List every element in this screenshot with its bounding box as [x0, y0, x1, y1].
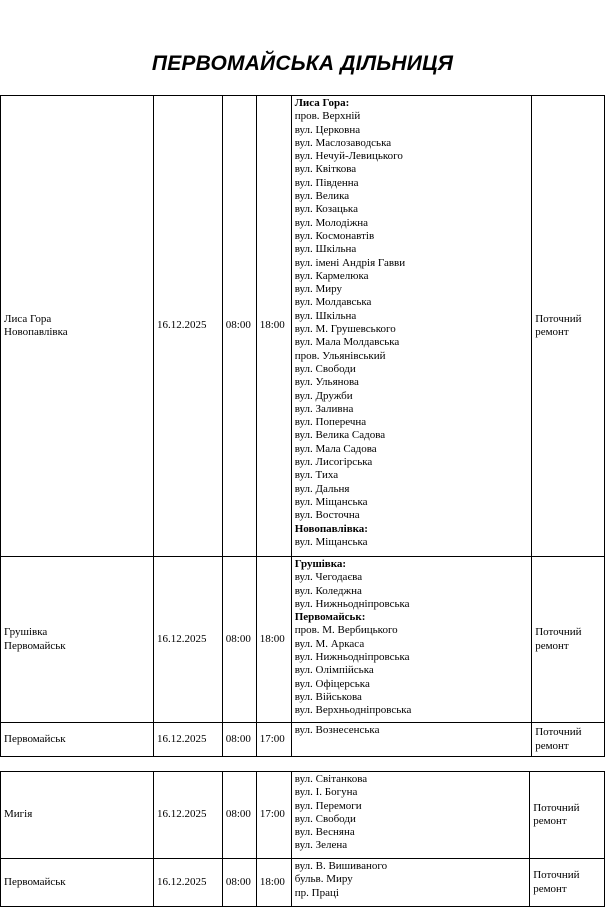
street-item: вул. Перемоги — [294, 799, 362, 812]
street-item: вул. Олімпійська — [294, 664, 374, 677]
street-item: вул. Кармелюка — [294, 269, 369, 282]
street-item: вул. Військова — [294, 690, 362, 703]
table-row — [1, 772, 605, 859]
street-item: вул. Чегодаєва — [294, 571, 363, 584]
date-cell: 16.12.2025 — [153, 96, 222, 557]
locality-name: Мигія — [4, 808, 33, 821]
street-item: вул. Ульянова — [294, 376, 359, 389]
locality-name: Первомайськ — [4, 875, 66, 888]
end-time-cell: 17:00 — [256, 772, 291, 859]
street-item: вул. Зелена — [294, 839, 348, 852]
street-item: вул. Міщанська — [294, 495, 368, 508]
street-item: вул. Нижньодніпровська — [294, 651, 410, 664]
street-item: вул. Південна — [294, 176, 359, 189]
street-item: вул. Вознесенська — [294, 724, 380, 736]
work-type-text: Поточний — [535, 626, 582, 639]
locality-group-heading: Новопавлівка: — [294, 522, 368, 535]
street-item: вул. Офіцерська — [294, 677, 370, 690]
street-item: вул. Молдавська — [294, 296, 372, 309]
street-item: вул. імені Андрія Гавви — [294, 256, 406, 269]
start-time-cell: 08:00 — [222, 96, 256, 557]
locality-cell — [1, 723, 154, 757]
street-item: вул. Дальня — [294, 482, 350, 495]
date-cell: 16.12.2025 — [154, 772, 223, 859]
street-item: вул. Заливна — [294, 402, 354, 415]
streets-cell — [291, 859, 529, 907]
street-item: вул. Церковна — [294, 123, 361, 136]
street-item: пров. Верхній — [294, 110, 361, 123]
street-item: пр. Праці — [294, 886, 339, 899]
streets-cell — [291, 723, 532, 757]
table-row — [1, 859, 605, 907]
outage-table-2 — [0, 771, 605, 907]
work-type-cell — [532, 96, 605, 557]
street-item: вул. Молодіжна — [294, 216, 369, 229]
street-item: вул. Верхньодніпровська — [294, 704, 412, 717]
end-time-cell: 18:00 — [256, 557, 291, 723]
work-type-text: Поточний — [533, 869, 580, 882]
street-item: вул. Мала Молдавська — [294, 336, 400, 349]
street-item: вул. Козацька — [294, 203, 358, 216]
start-time-cell: 08:00 — [222, 557, 256, 723]
date-cell: 16.12.2025 — [153, 557, 222, 723]
street-item: вул. Світанкова — [294, 773, 368, 785]
street-item: вул. І. Богуна — [294, 786, 358, 799]
street-item: вул. Восточна — [294, 509, 360, 522]
locality-name: Грушівка — [4, 626, 48, 639]
locality-group-heading: Лиса Гора: — [294, 97, 350, 109]
locality-name: Новопавлівка — [4, 326, 68, 338]
date-cell: 16.12.2025 — [154, 859, 223, 907]
street-item: вул. Нечуй-Левицького — [294, 150, 403, 163]
street-item: бульв. Миру — [294, 873, 353, 886]
table-row — [1, 557, 605, 723]
street-item: вул. Велика — [294, 190, 350, 203]
street-item: вул. Дружби — [294, 389, 353, 402]
outage-table-1 — [0, 95, 605, 757]
street-item: вул. Коледжна — [294, 584, 362, 597]
street-item: вул. Космонавтів — [294, 229, 375, 242]
work-type-text: Поточний — [535, 312, 582, 325]
street-item: вул. М. Грушевського — [294, 323, 396, 336]
date-cell: 16.12.2025 — [153, 723, 222, 757]
locality-group-heading: Грушівка: — [294, 558, 347, 570]
table-row — [1, 96, 605, 557]
street-item: пров. Ульянівський — [294, 349, 386, 362]
street-item: вул. Свободи — [294, 362, 356, 375]
work-type-text: Поточний — [533, 801, 580, 814]
street-item: вул. Маслозаводська — [294, 136, 392, 149]
street-item: вул. Свободи — [294, 812, 356, 825]
streets-cell — [291, 772, 529, 859]
work-type-text: ремонт — [535, 739, 569, 752]
work-type-text: Поточний — [535, 726, 582, 739]
street-item: вул. Миру — [294, 283, 343, 296]
work-type-cell — [530, 772, 605, 859]
work-type-text: ремонт — [533, 882, 567, 895]
work-type-text: ремонт — [535, 639, 569, 652]
street-item: вул. В. Вишиваного — [294, 860, 388, 872]
street-item: вул. Шкільна — [294, 309, 357, 322]
street-item: вул. Поперечна — [294, 416, 367, 429]
streets-cell — [291, 96, 532, 557]
street-item: вул. Міщанська — [294, 535, 368, 548]
page-title: ПЕРВОМАЙСЬКА ДІЛЬНИЦЯ — [151, 52, 454, 75]
end-time-cell: 18:00 — [256, 859, 291, 907]
locality-cell — [1, 772, 154, 859]
street-item: вул. Мала Садова — [294, 442, 377, 455]
street-item: вул. Шкільна — [294, 243, 357, 256]
locality-cell — [1, 859, 154, 907]
locality-cell — [1, 557, 154, 723]
work-type-cell — [532, 557, 605, 723]
street-item: вул. Квіткова — [294, 163, 357, 176]
street-item: вул. Весняна — [294, 826, 355, 839]
locality-name: Лиса Гора — [4, 312, 52, 325]
locality-name: Первомайськ — [4, 732, 66, 745]
locality-group-heading: Первомайськ: — [294, 611, 366, 624]
start-time-cell: 08:00 — [222, 723, 256, 757]
start-time-cell: 08:00 — [222, 859, 256, 907]
work-type-cell — [530, 859, 605, 907]
street-item: вул. Велика Садова — [294, 429, 386, 442]
end-time-cell: 17:00 — [256, 723, 291, 757]
locality-name: Первомайськ — [4, 639, 66, 652]
street-item: вул. Нижньодніпровська — [294, 597, 410, 610]
street-item: вул. Лисогірська — [294, 456, 373, 469]
street-item: вул. М. Аркаса — [294, 637, 365, 650]
work-type-cell — [532, 723, 605, 757]
table-row — [1, 723, 605, 757]
work-type-text: ремонт — [535, 326, 569, 338]
end-time-cell: 18:00 — [256, 96, 291, 557]
street-item: вул. Тиха — [294, 469, 339, 482]
work-type-text: ремонт — [533, 815, 567, 827]
street-item: пров. М. Вербицького — [294, 624, 398, 637]
streets-cell — [291, 557, 532, 723]
locality-cell — [1, 96, 154, 557]
start-time-cell: 08:00 — [222, 772, 256, 859]
